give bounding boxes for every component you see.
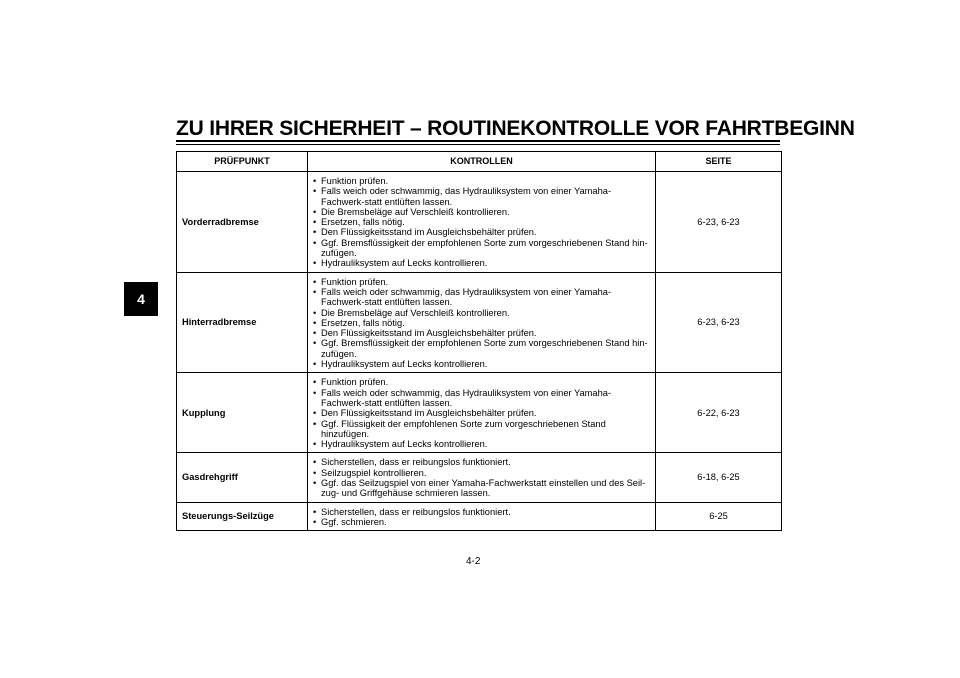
- checks-cell: [308, 453, 656, 502]
- checks-list: [311, 507, 651, 528]
- page-number: 4-2: [466, 556, 481, 567]
- pages-cell: 6-23, 6-23: [656, 172, 782, 273]
- check-item: • Funktion prüfen.: [311, 176, 651, 186]
- page-title: ZU IHRER SICHERHEIT – ROUTINEKONTROLLE VOR FAHRTBEGINN: [176, 117, 855, 140]
- check-item: • Hydrauliksystem auf Lecks kontrollieren.: [311, 258, 651, 268]
- check-item: • Seilzugspiel kontrollieren.: [311, 468, 651, 478]
- item-cell: Hinterradbremse: [177, 272, 308, 373]
- check-item: • Funktion prüfen.: [311, 277, 651, 287]
- check-item: • Ggf. das Seilzugspiel von einer Yamaha-Fachwerkstatt einstellen und des Seil-zug- und Griffgehäuse schmieren lassen.: [311, 478, 651, 499]
- table-row: [177, 172, 782, 273]
- table-row: [177, 272, 782, 373]
- check-item: • Funktion prüfen.: [311, 377, 651, 387]
- checklist-table: [176, 151, 782, 531]
- checks-list: [311, 176, 651, 269]
- checks-cell: [308, 502, 656, 531]
- check-item: • Falls weich oder schwammig, das Hydrauliksystem von einer Yamaha-Fachwerk-statt entlüften lassen.: [311, 186, 651, 207]
- chapter-tab: [124, 282, 158, 316]
- check-item: • Sicherstellen, dass er reibungslos funktioniert.: [311, 507, 651, 517]
- checks-cell: [308, 373, 656, 453]
- check-item: • Den Flüssigkeitsstand im Ausgleichsbehälter prüfen.: [311, 227, 651, 237]
- check-item: • Hydrauliksystem auf Lecks kontrollieren.: [311, 439, 651, 449]
- check-item: • Hydrauliksystem auf Lecks kontrollieren.: [311, 359, 651, 369]
- item-cell: Kupplung: [177, 373, 308, 453]
- pages-cell: 6-22, 6-23: [656, 373, 782, 453]
- item-cell: Steuerungs-Seilzüge: [177, 502, 308, 531]
- item-cell: Vorderradbremse: [177, 172, 308, 273]
- check-item: • Den Flüssigkeitsstand im Ausgleichsbehälter prüfen.: [311, 328, 651, 338]
- table-row: [177, 502, 782, 531]
- header-pages: SEITE: [656, 152, 782, 172]
- checks-list: [311, 457, 651, 498]
- check-item: • Die Bremsbeläge auf Verschleiß kontrollieren.: [311, 207, 651, 217]
- table-row: [177, 373, 782, 453]
- title-rule-thick: [176, 140, 780, 142]
- pages-cell: 6-25: [656, 502, 782, 531]
- checks-list: [311, 277, 651, 370]
- check-item: • Ggf. Bremsflüssigkeit der empfohlenen Sorte zum vorgeschriebenen Stand hin-zufügen.: [311, 238, 651, 259]
- item-cell: Gasdrehgriff: [177, 453, 308, 502]
- header-item: PRÜFPUNKT: [177, 152, 308, 172]
- check-item: • Falls weich oder schwammig, das Hydrauliksystem von einer Yamaha-Fachwerk-statt entlüften lassen.: [311, 287, 651, 308]
- table-row: [177, 453, 782, 502]
- check-item: • Sicherstellen, dass er reibungslos funktioniert.: [311, 457, 651, 467]
- pages-cell: 6-23, 6-23: [656, 272, 782, 373]
- chapter-number: 4: [137, 291, 145, 307]
- checks-list: [311, 377, 651, 449]
- title-rule-thin: [176, 144, 780, 145]
- check-item: • Ersetzen, falls nötig.: [311, 217, 651, 227]
- header-checks: KONTROLLEN: [308, 152, 656, 172]
- check-item: • Ggf. Bremsflüssigkeit der empfohlenen Sorte zum vorgeschriebenen Stand hin-zufügen.: [311, 338, 651, 359]
- check-item: • Ggf. schmieren.: [311, 517, 651, 527]
- check-item: • Ersetzen, falls nötig.: [311, 318, 651, 328]
- table-header-row: [177, 152, 782, 172]
- checks-cell: [308, 272, 656, 373]
- checks-cell: [308, 172, 656, 273]
- check-item: • Die Bremsbeläge auf Verschleiß kontrollieren.: [311, 308, 651, 318]
- check-item: • Ggf. Flüssigkeit der empfohlenen Sorte zum vorgeschriebenen Stand hinzufügen.: [311, 419, 651, 440]
- check-item: • Falls weich oder schwammig, das Hydrauliksystem von einer Yamaha-Fachwerk-statt entlüften lassen.: [311, 388, 651, 409]
- pages-cell: 6-18, 6-25: [656, 453, 782, 502]
- check-item: • Den Flüssigkeitsstand im Ausgleichsbehälter prüfen.: [311, 408, 651, 418]
